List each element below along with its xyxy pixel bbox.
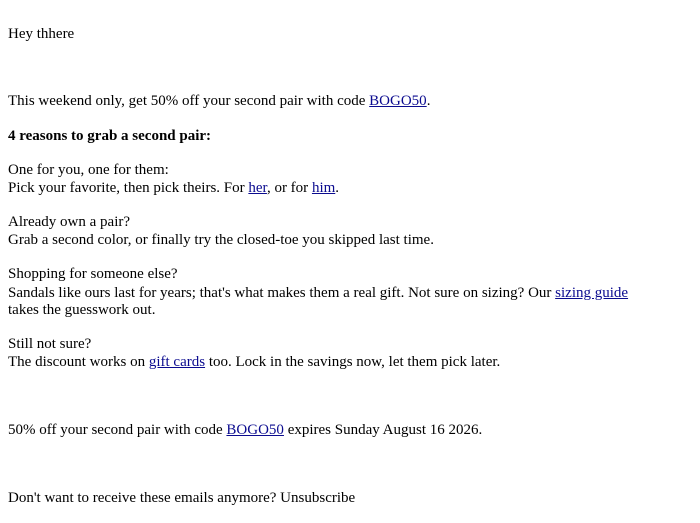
gift-cards-link[interactable]: gift cards [148, 354, 206, 370]
reason-1-title: One for you, one for them: [8, 162, 169, 178]
expiry-code-link[interactable]: BOGO50 [226, 422, 284, 438]
unsubscribe-text[interactable]: Don't want to receive these emails anymore? Unsubscribe [8, 490, 356, 506]
greeting: Hey thhere [8, 26, 75, 42]
reason-3-body-cont: takes the guesswork out. [8, 302, 156, 318]
reason-3-title: Shopping for someone else? [8, 266, 178, 282]
expiry-line: 50% off your second pair with code BOGO50 expires Sunday August 16 2026. [8, 422, 483, 438]
reason-3-body: Sandals like ours last for years; that's what makes them a real gift. Not sure on sizing? Our sizing guide [8, 285, 629, 301]
promo-line: This weekend only, get 50% off your second pair with code BOGO50. [8, 93, 431, 109]
unsubscribe-footer [8, 490, 355, 508]
reasons-heading: 4 reasons to grab a second pair: [8, 128, 212, 144]
promo-code-link[interactable]: BOGO50 [369, 93, 427, 109]
reason-2-body: Grab a second color, or finally try the closed-toe you skipped last time. [8, 232, 434, 248]
him-link[interactable]: him [311, 180, 336, 196]
reason-2-title: Already own a pair? [8, 214, 131, 230]
reason-1-body: Pick your favorite, then pick theirs. For her, or for him. [8, 180, 340, 196]
reason-4-title: Still not sure? [8, 336, 92, 352]
reason-4-body: The discount works on gift cards too. Lock in the savings now, let them pick later. [8, 354, 501, 370]
her-link[interactable]: her [248, 180, 267, 196]
sizing-guide-link[interactable]: sizing guide [555, 285, 629, 301]
